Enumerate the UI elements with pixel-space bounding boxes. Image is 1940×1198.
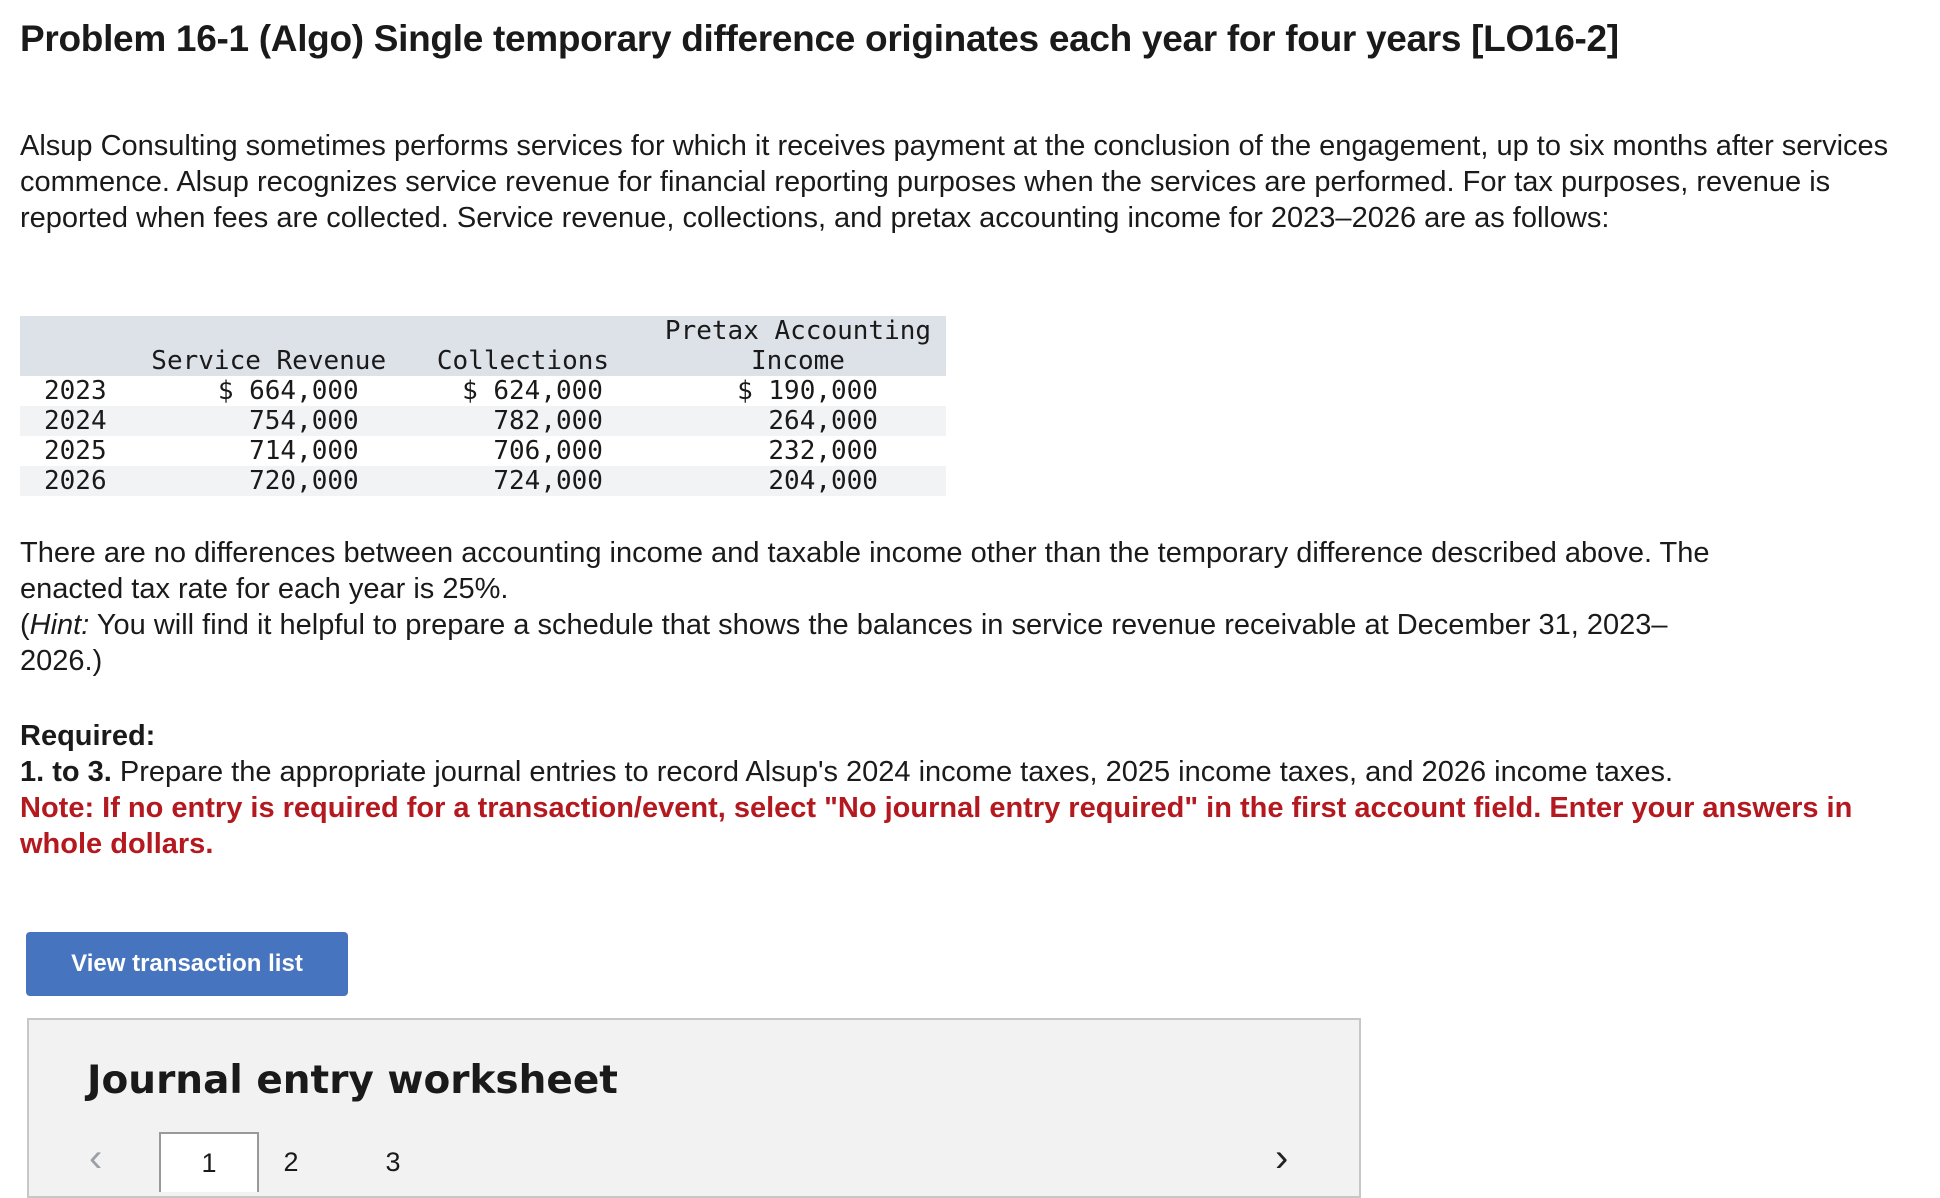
table-header-row: [20, 316, 946, 376]
worksheet-tab-2[interactable]: 2: [283, 1146, 299, 1177]
cell-year: 2024: [20, 406, 141, 436]
cell-collections: $ 624,000: [462, 376, 603, 406]
cell-service-revenue: 714,000: [249, 436, 359, 466]
cell-pretax: 264,000: [768, 406, 878, 436]
header-service-revenue: Service Revenue: [141, 316, 396, 376]
journal-entry-worksheet: [27, 1018, 1361, 1198]
header-collections: Collections: [396, 316, 650, 376]
worksheet-tab-3[interactable]: 3: [385, 1146, 401, 1177]
worksheet-tab-1[interactable]: 1: [159, 1132, 259, 1192]
view-transaction-list-button[interactable]: View transaction list: [26, 932, 348, 996]
cell-pretax: 204,000: [768, 466, 878, 496]
required-label: Required:: [20, 720, 156, 752]
required-note: Note: If no entry is required for a transaction/event, select "No journal entry required" in the first account field. Enter your answers in whole dollars.: [20, 792, 1853, 860]
worksheet-title: Journal entry worksheet: [87, 1058, 618, 1103]
header-pretax-income: [650, 316, 946, 376]
cell-pretax: 232,000: [768, 436, 878, 466]
problem-intro: Alsup Consulting sometimes performs services for which it receives payment at the conclusion of the engagement, up to six months after services commence. Alsup recognizes service revenue for financial reporting purposes when the services are performed. For tax purposes, revenue is reported when fees are collected. Service revenue, collections, and pretax accounting income for 2023–2026 are as follows:: [20, 130, 1889, 234]
hint-text: (Hint: You will find it helpful to prepare a schedule that shows the balances in service revenue receivable at December 31, 2023–: [20, 609, 1668, 641]
data-table: [20, 316, 946, 496]
chevron-right-icon[interactable]: ›: [1275, 1136, 1289, 1180]
cell-pretax: $ 190,000: [737, 376, 878, 406]
chevron-left-icon[interactable]: ‹: [89, 1136, 103, 1180]
header-pretax-line2: Income: [751, 346, 845, 376]
tax-rate-text: enacted tax rate for each year is 25%.: [20, 573, 509, 605]
table-row: [20, 436, 946, 466]
header-pretax-line1: Pretax Accounting: [664, 316, 932, 346]
cell-year: 2023: [44, 376, 107, 406]
hint-text-continued: 2026.): [20, 645, 103, 677]
cell-collections: 706,000: [493, 436, 603, 466]
cell-service-revenue: 720,000: [249, 466, 359, 496]
no-differences-text: There are no differences between accounting income and taxable income other than the temporary difference described above. The: [20, 537, 1710, 569]
required-section: [20, 718, 1920, 862]
page-title: Problem 16-1 (Algo) Single temporary difference originates each year for four years [LO16-2]: [20, 18, 1619, 59]
table-row: [20, 406, 946, 436]
cell-collections: 724,000: [493, 466, 603, 496]
cell-collections: 782,000: [493, 406, 603, 436]
cell-service-revenue: 754,000: [249, 406, 359, 436]
hint-label: Hint:: [29, 609, 90, 641]
required-item: 1. to 3. Prepare the appropriate journal entries to record Alsup's 2024 income taxes, 2025 income taxes, and 2026 income taxes.: [20, 756, 1674, 788]
table-row: [20, 466, 946, 496]
cell-service-revenue: $ 664,000: [217, 376, 359, 406]
cell-year: 2025: [44, 436, 107, 466]
header-year: [20, 316, 141, 376]
cell-year: 2026: [20, 466, 141, 496]
table-row: [20, 376, 946, 406]
